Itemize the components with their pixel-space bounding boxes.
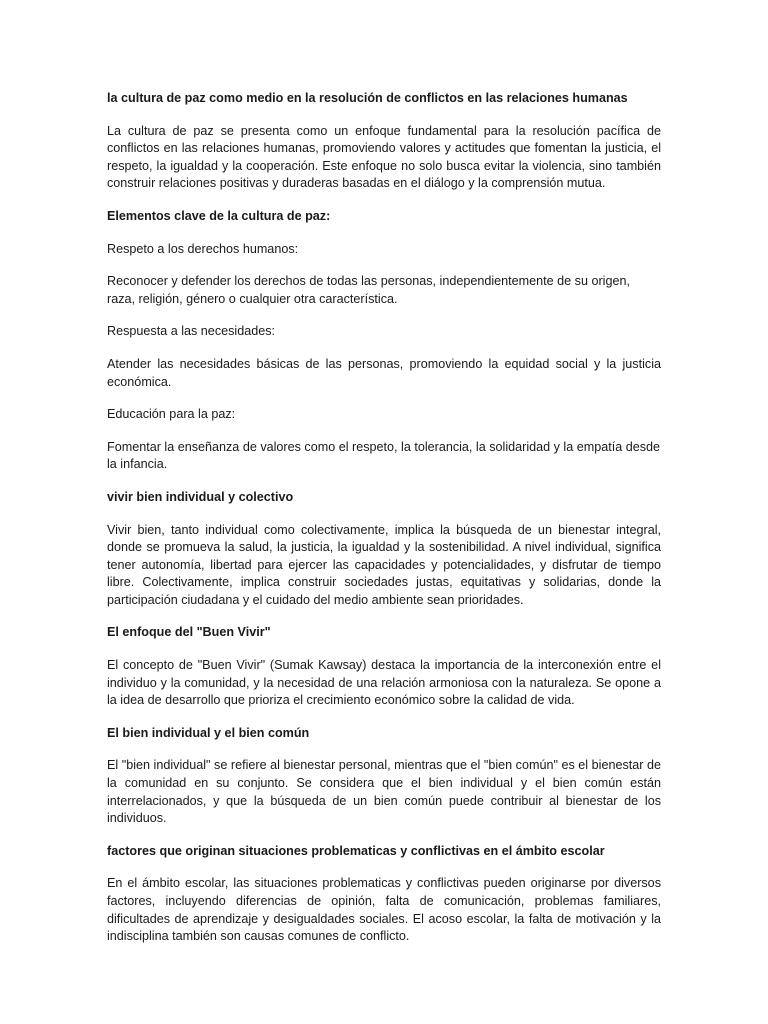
element-1-text: Reconocer y defender los derechos de todas las personas, independientemente de su origen, raza, religión, género o cualquier otra característica.	[107, 274, 630, 306]
vivir-paragraph: Vivir bien, tanto individual como colectivamente, implica la búsqueda de un bienestar integral, donde se promueva la salud, la justicia, la igualdad y la sostenibilidad. A nivel individual, significa tener autonomía, libertad para ejercer las capacidades y potencialidades, y disfrutar de tiempo libre. Colectivamente, implica construir sociedades justas, equitativas y solidarias, donde la participación ciudadana y el cuidado del medio ambiente sean prioridades.	[107, 522, 661, 607]
intro-paragraph: La cultura de paz se presenta como un enfoque fundamental para la resolución pacífica de conflictos en las relaciones humanas, promoviendo valores y actitudes que fomentan la justicia, el respeto, la igualdad y la cooperación. Este enfoque no solo busca evitar la violencia, sino también construir relaciones positivas y duraderas basadas en el diálogo y la comprensión mutua.	[107, 123, 661, 191]
factores-paragraph: En el ámbito escolar, las situaciones problematicas y conflictivas pueden originarse por diversos factores, incluyendo diferencias de opinión, falta de comunicación, problemas familiares, dificultades de aprendizaje y desigualdades sociales. El acoso escolar, la falta de motivación y la indisciplina también son causas comunes de conflicto.	[107, 876, 661, 944]
element-2-label: Respuesta a las necesidades:	[107, 324, 276, 339]
document-title: la cultura de paz como medio en la resolución de conflictos en las relaciones humanas	[107, 91, 628, 105]
element-2-text: Atender las necesidades básicas de las personas, promoviendo la equidad social y la justicia económica.	[107, 356, 661, 389]
vivir-heading: vivir bien individual y colectivo	[107, 489, 294, 504]
elements-heading: Elementos clave de la cultura de paz:	[107, 208, 331, 223]
element-3-text: Fomentar la enseñanza de valores como el respeto, la tolerancia, la solidaridad y la empatía desde la infancia.	[107, 439, 661, 472]
document-body	[107, 90, 661, 961]
factores-heading: factores que originan situaciones problematicas y conflictivas en el ámbito escolar	[107, 843, 605, 858]
buen-vivir-paragraph: El concepto de "Buen Vivir" (Sumak Kawsay) destaca la importancia de la interconexión entre el individuo y la comunidad, y la necesidad de una relación armoniosa con la naturaleza. Se opone a la idea de desarrollo que prioriza el crecimiento económico sobre la calidad de vida.	[107, 658, 661, 708]
element-1-label: Respeto a los derechos humanos:	[107, 241, 299, 256]
bien-heading: El bien individual y el bien común	[107, 725, 310, 740]
element-3-label: Educación para la paz:	[107, 407, 236, 422]
buen-vivir-heading: El enfoque del "Buen Vivir"	[107, 625, 271, 640]
bien-paragraph: El "bien individual" se refiere al bienestar personal, mientras que el "bien común" es el bienestar de la comunidad en su conjunto. Se considera que el bien individual y el bien común están interrelacionados, y que la búsqueda de un bien común puede contribuir al bienestar de los individuos.	[107, 758, 661, 826]
